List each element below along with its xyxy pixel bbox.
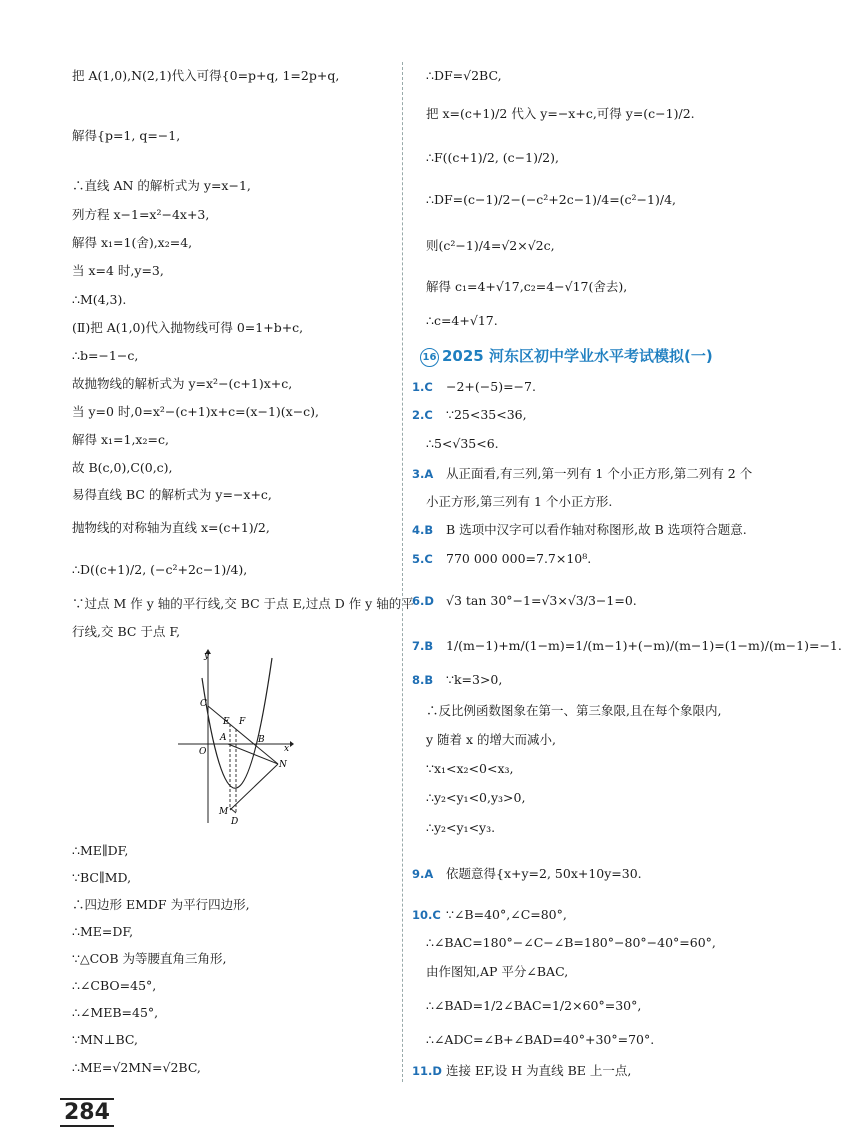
section-number-badge: 16 [420,348,439,367]
answer-text: 从正面看,有三列,第一列有 1 个小正方形,第二列有 2 个 [446,466,753,481]
text-line: 把 x=(c+1)/2 代入 y=−x+c,可得 y=(c−1)/2. [426,106,695,121]
answer-text: ∴反比例函数图象在第一、第三象限,且在每个象限内, [426,703,722,718]
fig-label: C [200,699,207,709]
answer-text: y 随着 x 的增大而减小, [426,732,557,747]
section-title-text: 2025 河东区初中学业水平考试模拟(一) [442,347,713,365]
page-number-text: 284 [60,1098,114,1127]
parabola-figure [178,648,293,828]
text-line: ∴DF=(c−1)/2−(−c²+2c−1)/4=(c²−1)/4, [426,192,676,207]
answer-number: 11.D [412,1064,442,1078]
parabola [202,658,272,788]
text-line: ∴∠MEB=45°, [72,1005,159,1020]
answer-number: 5.C [412,552,433,566]
text-line: ∴F((c+1)/2, (c−1)/2), [426,150,559,165]
text-line: 行线,交 BC 于点 F, [72,624,181,639]
text-line: 解得 c₁=4+√17,c₂=4−√17(舍去), [426,279,628,294]
answer-text: ∴y₂<y₁<0,y₃>0, [426,790,526,805]
answer-text: 依题意得{x+y=2, 50x+10y=30. [446,866,642,881]
text-line: 解得 x₁=1(舍),x₂=4, [72,235,193,250]
fig-label: O [199,747,207,757]
line-bc [208,706,278,764]
text-line: 抛物线的对称轴为直线 x=(c+1)/2, [72,520,270,535]
answer-text: ∴y₂<y₁<y₃. [426,820,496,835]
answer-number: 8.B [412,673,434,687]
fig-label: y [204,651,210,661]
text-line: ∵BC∥MD, [72,870,132,885]
text-line: 解得 x₁=1,x₂=c, [72,432,169,447]
text-line: 把 A(1,0),N(2,1)代入可得{0=p+q, 1=2p+q, [72,68,340,83]
text-line: ∴b=−1−c, [72,348,139,363]
answer-number: 1.C [412,380,433,394]
answer-text: 小正方形,第三列有 1 个小正方形. [426,494,613,509]
text-line: 故抛物线的解析式为 y=x²−(c+1)x+c, [72,376,293,391]
page-number [60,1100,114,1125]
answer-number: 2.C [412,408,433,422]
text-line: ∵MN⊥BC, [72,1032,138,1047]
answer-text: ∵25<35<36, [446,407,527,422]
fig-label: x [284,744,290,754]
text-line: 当 y=0 时,0=x²−(c+1)x+c=(x−1)(x−c), [72,404,320,419]
answer-text: ∴5<√35<6. [426,436,499,451]
text-line: ∴ME=√2MN=√2BC, [72,1060,201,1075]
text-line: ∵△COB 为等腰直角三角形, [72,951,227,966]
text-line: ∴ME=DF, [72,924,134,939]
fig-label: D [231,817,239,827]
answer-number: 4.B [412,523,434,537]
answer-text: ∵∠B=40°,∠C=80°, [446,907,567,922]
answer-text: ∴∠ADC=∠B+∠BAD=40°+30°=70°. [426,1032,655,1047]
text-line: ∵过点 M 作 y 轴的平行线,交 BC 于点 E,过点 D 作 y 轴的平 [72,596,414,611]
fig-label: M [219,807,229,817]
text-line: ∴D((c+1)/2, (−c²+2c−1)/4), [72,562,248,577]
text-line: ∴四边形 EMDF 为平行四边形, [72,897,250,912]
answer-number: 3.A [412,467,434,481]
text-line: 解得{p=1, q=−1, [72,128,181,143]
answer-number: 9.A [412,867,434,881]
text-line: 易得直线 BC 的解析式为 y=−x+c, [72,487,272,502]
answer-text: ∵x₁<x₂<0<x₃, [426,761,514,776]
text-line: 列方程 x−1=x²−4x+3, [72,207,210,222]
answer-number: 7.B [412,639,434,653]
text-line: 则(c²−1)/4=√2×√2c, [426,238,555,253]
fig-label: N [279,760,287,770]
answer-text: −2+(−5)=−7. [446,379,536,394]
section-title [420,345,713,367]
text-line: ∴M(4,3). [72,292,127,307]
answer-text: 1/(m−1)+m/(1−m)=1/(m−1)+(−m)/(m−1)=(1−m)/(m−1)=−1. [446,638,842,653]
text-line: ∴ME∥DF, [72,843,129,858]
fig-label: A [220,733,227,743]
answer-text: B 选项中汉字可以看作轴对称图形,故 B 选项符合题意. [446,522,747,537]
answer-text: 由作图知,AP 平分∠BAC, [426,964,569,979]
text-line: ∴直线 AN 的解析式为 y=x−1, [72,178,251,193]
answer-text: ∴∠BAD=1/2∠BAC=1/2×60°=30°, [426,998,642,1013]
answer-text: 770 000 000=7.7×10⁸. [446,551,592,566]
text-line: ∴∠CBO=45°, [72,978,157,993]
answer-number: 10.C [412,908,441,922]
answer-text: √3 tan 30°−1=√3×√3/3−1=0. [446,593,637,608]
text-line: ∴DF=√2BC, [426,68,502,83]
answer-text: ∴∠BAC=180°−∠C−∠B=180°−80°−40°=60°, [426,935,716,950]
text-line: (Ⅱ)把 A(1,0)代入抛物线可得 0=1+b+c, [72,320,304,335]
fig-label: E [223,717,230,727]
column-divider [402,62,403,1082]
fig-label: B [258,735,265,745]
text-line: ∴c=4+√17. [426,313,498,328]
text-line: 当 x=4 时,y=3, [72,263,164,278]
fig-label: F [239,717,246,727]
answer-text: ∵k=3>0, [446,672,503,687]
text-line: 故 B(c,0),C(0,c), [72,460,173,475]
answer-number: 6.D [412,594,434,608]
answer-text: 连接 EF,设 H 为直线 BE 上一点, [446,1063,632,1078]
